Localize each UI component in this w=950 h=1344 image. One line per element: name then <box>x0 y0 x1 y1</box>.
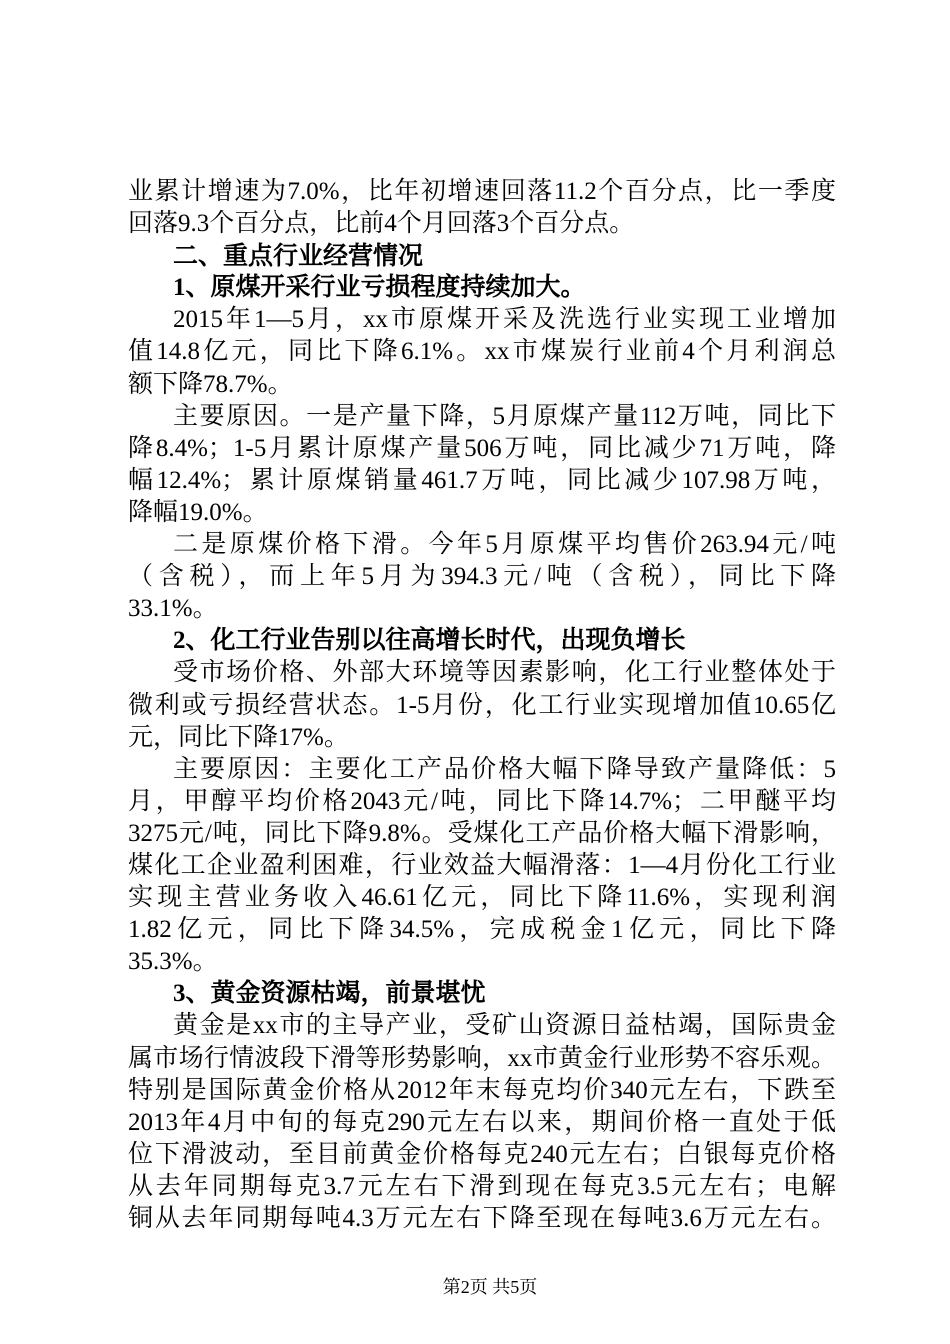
text-line: 额下降78.7%。 <box>128 370 293 398</box>
section-heading-text: 二、重点行业经营情况 <box>173 241 424 271</box>
text-line: 1.82亿元，同比下降34.5%，完成税金1亿元，同比下降 <box>128 916 836 944</box>
text-line: 降8.4%；1-5月累计原煤产量506万吨，同比减少71万吨，降 <box>128 434 836 462</box>
subsection-heading-text: 2、化工行业告别以往高增长时代，出现负增长 <box>173 627 686 655</box>
text-line: 业累计增速为7.0%，比年初增速回落11.2个百分点，比一季度 <box>128 178 836 205</box>
text-line: 铜从去年同期每吨4.3万元左右下降至现在每吨3.6万元左右。 <box>128 1205 836 1232</box>
text-line: 3275元/吨，同比下降9.8%。受煤化工产品价格大幅下滑影响， <box>128 819 836 847</box>
text-line: 35.3%。 <box>128 948 218 976</box>
text-line: 特别是国际黄金价格从2012年末每克均价340元左右，下跌至 <box>128 1076 836 1104</box>
text-line: （含税），而上年5月为394.3元/吨（含税），同比下降 <box>128 563 836 591</box>
text-line: 从去年同期每克3.7元左右下滑到现在每克3.5元左右；电解 <box>128 1172 836 1200</box>
paragraph <box>128 1010 836 1235</box>
text-line: 二是原煤价格下滑。今年5月原煤平均售价263.94元/吨 <box>173 531 836 559</box>
text-line: 位下滑波动，至目前黄金价格每克240元左右；白银每克价格 <box>128 1140 836 1168</box>
paragraph <box>128 304 836 400</box>
text-line: 黄金是xx市的主导产业，受矿山资源日益枯竭，国际贵金 <box>173 1012 836 1040</box>
text-line: 主要原因：主要化工产品价格大幅下降导致产量降低：5 <box>173 755 836 783</box>
document-body <box>128 176 836 1235</box>
text-line: 幅12.4%；累计原煤销量461.7万吨，同比减少107.98万吨， <box>128 466 836 494</box>
paragraph <box>128 176 836 240</box>
paragraph <box>128 754 836 979</box>
text-line: 实现主营业务收入46.61亿元，同比下降11.6%，实现利润 <box>128 884 836 912</box>
text-line: 值14.8亿元，同比下降6.1%。xx市煤炭行业前4个月利润总 <box>128 338 836 366</box>
text-line: 2013年4月中旬的每克290元左右以来，期间价格一直处于低 <box>128 1108 836 1136</box>
subsection-heading-text: 3、黄金资源枯竭，前景堪忧 <box>173 980 486 1008</box>
page-number-footer: 第2页 共5页 <box>442 1277 538 1297</box>
text-line: 微利或亏损经营状态。1-5月份，化工行业实现增加值10.65亿 <box>128 691 836 719</box>
text-line: 月，甲醇平均价格2043元/吨，同比下降14.7%；二甲醚平均 <box>128 787 836 815</box>
subsection-heading <box>128 625 836 657</box>
paragraph <box>128 401 836 529</box>
text-line: 2015年1—5月，xx市原煤开采及洗选行业实现工业增加 <box>173 306 836 334</box>
subsection-heading-text: 1、原煤开采行业亏损程度持续加大。 <box>173 274 586 302</box>
text-line: 主要原因。一是产量下降，5月原煤产量112万吨，同比下 <box>173 402 836 430</box>
paragraph <box>128 529 836 625</box>
text-line: 33.1%。 <box>128 595 218 623</box>
section-heading <box>128 240 836 272</box>
text-line: 煤化工企业盈利困难，行业效益大幅滑落：1—4月份化工行业 <box>128 851 836 879</box>
text-line: 元，同比下降17%。 <box>128 723 349 751</box>
subsection-heading <box>128 978 836 1010</box>
text-line: 降幅19.0%。 <box>128 498 268 526</box>
subsection-heading <box>128 272 836 304</box>
text-line: 属市场行情波段下滑等形势影响，xx市黄金行业形势不容乐观。 <box>128 1044 836 1072</box>
text-line: 受市场价格、外部大环境等因素影响，化工行业整体处于 <box>173 659 836 687</box>
text-line: 回落9.3个百分点，比前4个月回落3个百分点。 <box>128 210 635 238</box>
paragraph <box>128 657 836 753</box>
